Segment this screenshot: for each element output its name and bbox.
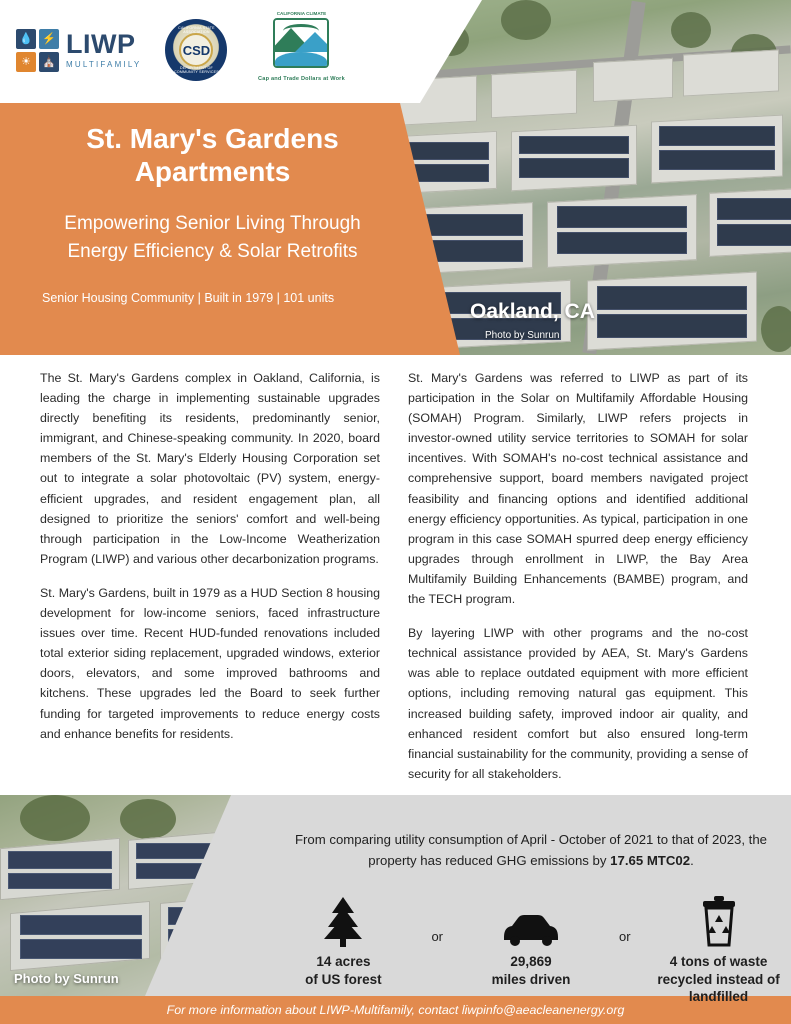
impact-headline-value: 17.65 MTC02	[610, 853, 691, 869]
page-subtitle: Empowering Senior Living Through Energy Efficiency & Solar Retrofits	[64, 213, 361, 262]
stat-unit: miles driven	[491, 971, 571, 987]
stat-value	[461, 953, 601, 988]
contact-text: For more information about LIWP-Multifamily, contact liwpinfo@aeacleanenergy.org	[166, 1003, 625, 1017]
stat-tree	[273, 895, 413, 988]
page-title: St. Mary's Gardens Apartments	[86, 123, 339, 188]
footer-section	[0, 795, 791, 1024]
tree-icon	[273, 895, 413, 947]
stat-value	[273, 953, 413, 988]
footer-photo-credit: Photo by Sunrun	[14, 971, 119, 986]
paragraph: St. Mary's Gardens was referred to LIWP as part of its participation in the Solar on Multifamily Affordable Housing (SOMAH) Program. Similarly, LIWP refers projects in investor-owned utility service territories to SOMAH for solar incentives. With SOMAH's no-cost technical assistance and comprehensive support, board members navigated project feasibility and financing options and identified additional energy efficiency opportunities. As typical, participation in one program in this case SOMAH spurred deep energy efficiency upgrades through enrollment in LIWP, the Bay Area Multifamily Building Enhancements (BAMBE) program, and the TECH program.	[408, 371, 748, 607]
recycle-bin-icon	[649, 895, 789, 947]
article-body	[0, 368, 791, 798]
stat-value	[649, 953, 789, 1006]
or-separator-2: or	[619, 929, 631, 944]
csd-seal-center-text: CSD	[179, 33, 213, 67]
left-column	[40, 368, 380, 798]
hero-text-block	[40, 122, 385, 305]
stat-unit: of US forest	[305, 971, 382, 987]
csd-seal-logo	[165, 19, 227, 81]
impact-headline	[291, 829, 771, 871]
cci-badge-icon	[273, 18, 329, 68]
right-column	[408, 368, 748, 798]
liwp-wordmark-sub: MULTIFAMILY	[66, 60, 142, 70]
liwp-wordmark: LIWP	[66, 29, 136, 60]
impact-headline-pre: From comparing utility consumption of April - October of 2021 to that of 2023, the property has reduced GHG emissions by	[294, 832, 768, 869]
stat-unit: of waste recycled instead of landfilled	[657, 954, 780, 1005]
location-label: Oakland, CA	[470, 300, 595, 323]
logo-row	[16, 11, 351, 83]
hero-section	[0, 0, 791, 355]
stat-number: 29,869	[510, 954, 552, 969]
liwp-logo	[16, 29, 141, 72]
or-separator-1: or	[431, 929, 443, 944]
paragraph: St. Mary's Gardens, built in 1979 as a HUD Section 8 housing development for low-income seniors, faced infrastructure issues over time. Recent HUD-funded renovations included total exterior siding replacement, upgraded windows, exterior doors, elevators, and some improved bathrooms and kitchens. These upgrades led the Board to seek further funding for targeted improvements to reduce energy costs and enhance benefits for residents.	[40, 585, 380, 741]
paragraph: The St. Mary's Gardens complex in Oakland, California, is leading the charge in implementing sustainable upgrades directly benefiting its residents, predominantly senior, immigrant, and Chinese-speaking community. In 2020, board members of the St. Mary's Elderly Housing Corporation set out to integrate a solar photovoltaic (PV) system, energy-efficient upgrades, and resident engagement plan, all designed to prioritize the seniors' comfort and well-being through participation in the Low-Income Weatherization Program (LIWP) and various other decarbonization programs.	[40, 371, 380, 566]
stat-car	[461, 895, 601, 988]
hero-photo-credit: Photo by Sunrun	[485, 330, 560, 341]
csd-seal-top-text: CALIFORNIA STATE ASSOCIATION	[178, 26, 215, 35]
csd-seal-bottom-text: DEPARTMENT OF COMMUNITY SERVICES	[174, 66, 219, 75]
property-meta: Senior Housing Community | Built in 1979 | 101 units	[42, 291, 335, 306]
cci-caption: Cap and Trade Dollars at Work	[258, 76, 345, 82]
cci-ring-text: CALIFORNIA CLIMATE	[276, 11, 327, 16]
stat-number: 4 tons	[669, 954, 710, 969]
stat-recycling	[649, 895, 789, 1006]
impact-stats-panel	[231, 795, 791, 1005]
california-climate-investments-logo	[251, 11, 351, 83]
liwp-icon: 💧 ⚡ ☀ ⛪	[16, 29, 59, 72]
impact-stat-row	[271, 895, 791, 1006]
car-icon	[461, 895, 601, 947]
stat-number: 14 acres	[316, 954, 371, 969]
paragraph: By layering LIWP with other programs and the no-cost technical assistance provided by AEA, St. Mary's Gardens was able to replace outdated equipment with more efficient options, including removing natural gas equipment. This increased building safety, improved indoor air quality, and enhanced resident comfort but also ensured long-term financial sustainability for the community, providing a sense of security for all stakeholders.	[408, 626, 748, 781]
impact-headline-post: .	[690, 853, 694, 869]
